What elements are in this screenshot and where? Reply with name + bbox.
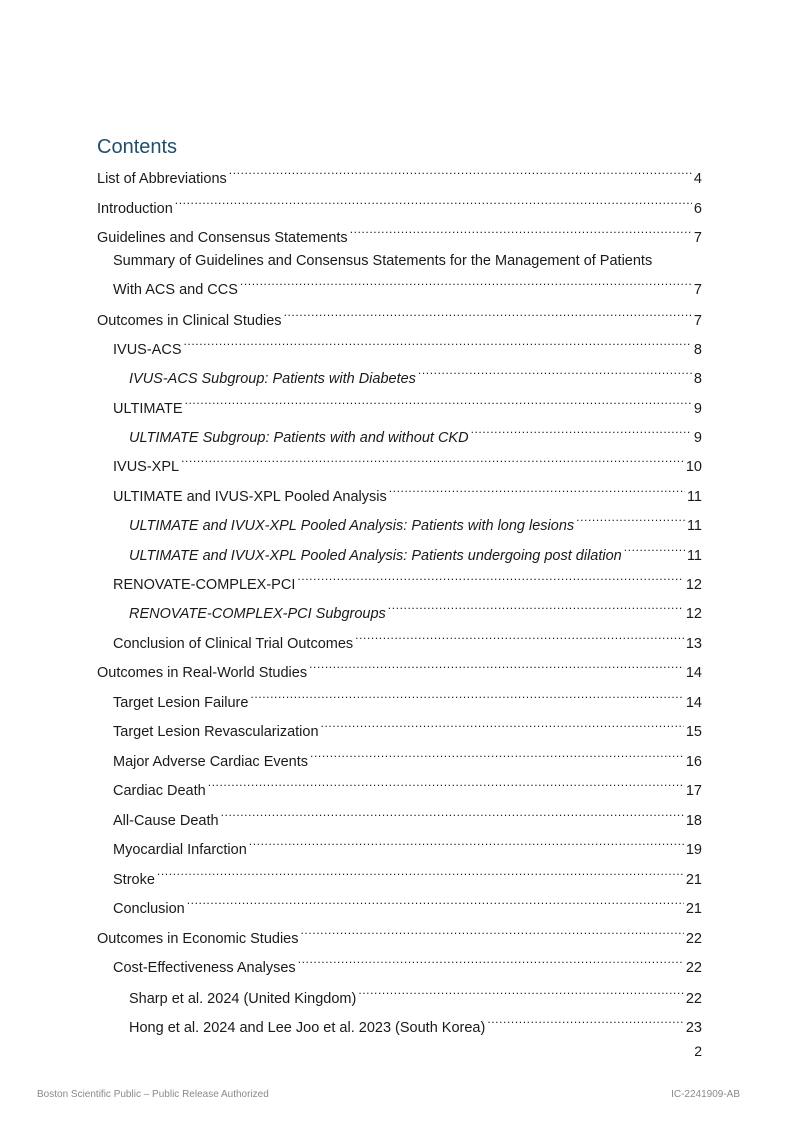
toc-leader-dots — [389, 481, 685, 501]
toc-entry-page: 10 — [685, 459, 702, 475]
toc-leader-dots — [187, 893, 684, 913]
toc-entry-label: IVUS-XPL — [113, 459, 180, 475]
toc-entry-label: ULTIMATE and IVUX-XPL Pooled Analysis: Patients undergoing post dilation — [129, 548, 622, 564]
toc-entry-page: 22 — [685, 991, 702, 1007]
toc-entry-label: ULTIMATE — [113, 401, 183, 417]
toc-entry-page: 11 — [686, 489, 702, 505]
toc-entry-page: 11 — [686, 548, 702, 564]
toc-entry-label: With ACS and CCS — [113, 282, 238, 298]
toc-entry-page: 6 — [693, 201, 702, 217]
toc-entry-label: Stroke — [113, 872, 155, 888]
toc-entry-page: 15 — [685, 724, 702, 740]
toc-entry[interactable] — [113, 274, 702, 300]
toc-entry[interactable] — [129, 363, 702, 389]
toc-entry[interactable] — [113, 716, 702, 742]
toc-entry-label: Conclusion of Clinical Trial Outcomes — [113, 636, 354, 652]
toc-leader-dots — [249, 834, 684, 854]
toc-entry-page: 9 — [693, 401, 702, 417]
toc-entry-label: Outcomes in Real-World Studies — [97, 665, 308, 681]
toc-entry[interactable] — [113, 834, 702, 860]
toc-entry[interactable] — [113, 775, 702, 801]
toc-entry-label: IVUS-ACS — [113, 342, 182, 358]
toc-entry-label: ULTIMATE and IVUX-XPL Pooled Analysis: Patients with long lesions — [129, 518, 575, 534]
toc-entry-page: 7 — [693, 230, 702, 246]
toc-entry-label: Target Lesion Failure — [113, 695, 249, 711]
toc-leader-dots — [487, 1012, 684, 1032]
toc-entry-page: 14 — [685, 665, 702, 681]
toc-entry-label: RENOVATE-COMPLEX-PCI — [113, 577, 296, 593]
toc-entry-label: Cardiac Death — [113, 783, 206, 799]
toc-entry[interactable] — [129, 510, 702, 536]
toc-leader-dots — [229, 163, 692, 183]
toc-entry-page: 8 — [693, 342, 702, 358]
toc-leader-dots — [157, 864, 684, 884]
toc-leader-dots — [175, 193, 692, 213]
toc-leader-dots — [181, 451, 684, 471]
toc-entry-page: 22 — [685, 960, 702, 976]
toc-entry-label: Target Lesion Revascularization — [113, 724, 319, 740]
toc-leader-dots — [298, 952, 684, 972]
toc-entry-label: All-Cause Death — [113, 813, 219, 829]
toc-entry[interactable] — [113, 687, 702, 713]
toc-leader-dots — [418, 363, 692, 383]
toc-entry-page: 19 — [685, 842, 702, 858]
toc-entry-page: 13 — [685, 636, 702, 652]
toc-entry-label: Hong et al. 2024 and Lee Joo et al. 2023 (South Korea) — [129, 1020, 486, 1036]
toc-entry-label: IVUS-ACS Subgroup: Patients with Diabetes — [129, 371, 416, 387]
toc-entry[interactable] — [113, 451, 702, 477]
toc-leader-dots — [355, 628, 684, 648]
toc-leader-dots — [221, 805, 684, 825]
toc-leader-dots — [250, 687, 683, 707]
toc-entry[interactable] — [113, 805, 702, 831]
toc-entry-page: 8 — [693, 371, 702, 387]
toc-leader-dots — [185, 393, 692, 413]
toc-entry-label: Guidelines and Consensus Statements — [97, 230, 348, 246]
footer-classification: Boston Scientific Public – Public Release Authorized — [37, 1089, 269, 1100]
toc-entry[interactable] — [129, 983, 702, 1009]
toc-entry-label: ULTIMATE Subgroup: Patients with and without CKD — [129, 430, 469, 446]
toc-leader-dots — [310, 746, 684, 766]
toc-entry[interactable] — [129, 422, 702, 448]
toc-entry[interactable] — [113, 569, 702, 595]
toc-entry[interactable] — [113, 864, 702, 890]
toc-entry[interactable] — [97, 193, 702, 219]
toc-entry-page: 21 — [685, 872, 702, 888]
toc-entry-page: 22 — [685, 931, 702, 947]
footer-document-id: IC-2241909-AB — [671, 1089, 740, 1100]
toc-entry[interactable] — [129, 598, 702, 624]
toc-leader-dots — [624, 540, 685, 560]
toc-leader-dots — [350, 222, 692, 242]
toc-entry[interactable] — [129, 1012, 702, 1038]
toc-entry-page: 18 — [685, 813, 702, 829]
toc-entry-page: 11 — [686, 518, 702, 534]
toc-entry-page: 7 — [693, 313, 702, 329]
toc-leader-dots — [309, 657, 684, 677]
toc-entry-page: 12 — [685, 577, 702, 593]
toc-leader-dots — [358, 983, 684, 1003]
toc-entry-label: Conclusion — [113, 901, 185, 917]
toc-leader-dots — [471, 422, 692, 442]
page-number: 2 — [694, 1043, 702, 1059]
toc-entry[interactable] — [97, 923, 702, 949]
toc-entry-page: 7 — [693, 282, 702, 298]
toc-entry[interactable] — [113, 952, 702, 978]
toc-entry-label: List of Abbreviations — [97, 171, 227, 187]
toc-leader-dots — [576, 510, 685, 530]
toc-entry-page: 9 — [693, 430, 702, 446]
toc-entry-label: Myocardial Infarction — [113, 842, 247, 858]
toc-leader-dots — [388, 598, 684, 618]
toc-leader-dots — [240, 274, 692, 294]
toc-leader-dots — [284, 305, 692, 325]
toc-entry[interactable] — [129, 540, 702, 566]
toc-entry-label: ULTIMATE and IVUS-XPL Pooled Analysis — [113, 489, 387, 505]
toc-leader-dots — [184, 334, 692, 354]
toc-entry-page: 23 — [685, 1020, 702, 1036]
toc-entry-label: Introduction — [97, 201, 173, 217]
toc-entry-label: Outcomes in Economic Studies — [97, 931, 299, 947]
toc-entry[interactable] — [113, 393, 702, 419]
toc-leader-dots — [300, 923, 683, 943]
toc-entry-label: Sharp et al. 2024 (United Kingdom) — [129, 991, 357, 1007]
toc-entry[interactable] — [97, 222, 702, 248]
toc-entry[interactable] — [113, 628, 702, 654]
toc-leader-dots — [321, 716, 684, 736]
toc-entry-label: Major Adverse Cardiac Events — [113, 754, 309, 770]
toc-entry[interactable] — [113, 746, 702, 772]
toc-entry[interactable] — [97, 305, 702, 331]
toc-entry[interactable] — [97, 657, 702, 683]
toc-entry-page: 21 — [685, 901, 702, 917]
toc-entry-page: 4 — [693, 171, 702, 187]
toc-entry-label: Cost-Effectiveness Analyses — [113, 960, 296, 976]
toc-entry[interactable] — [113, 893, 702, 919]
contents-heading: Contents — [97, 136, 178, 158]
toc-entry-page: 12 — [685, 606, 702, 622]
toc-entry[interactable] — [113, 334, 702, 360]
toc-entry-page: 17 — [685, 783, 702, 799]
toc-entry-page: 14 — [685, 695, 702, 711]
toc-leader-dots — [208, 775, 684, 795]
toc-entry-label: Outcomes in Clinical Studies — [97, 313, 282, 329]
toc-entry-page: 16 — [685, 754, 702, 770]
toc-entry-label: RENOVATE-COMPLEX-PCI Subgroups — [129, 606, 386, 622]
toc-entry[interactable] — [97, 163, 702, 189]
toc-entry-label-line1: Summary of Guidelines and Consensus Statements for the Management of Patients — [113, 253, 653, 269]
toc-leader-dots — [297, 569, 684, 589]
toc-entry[interactable] — [113, 481, 702, 507]
